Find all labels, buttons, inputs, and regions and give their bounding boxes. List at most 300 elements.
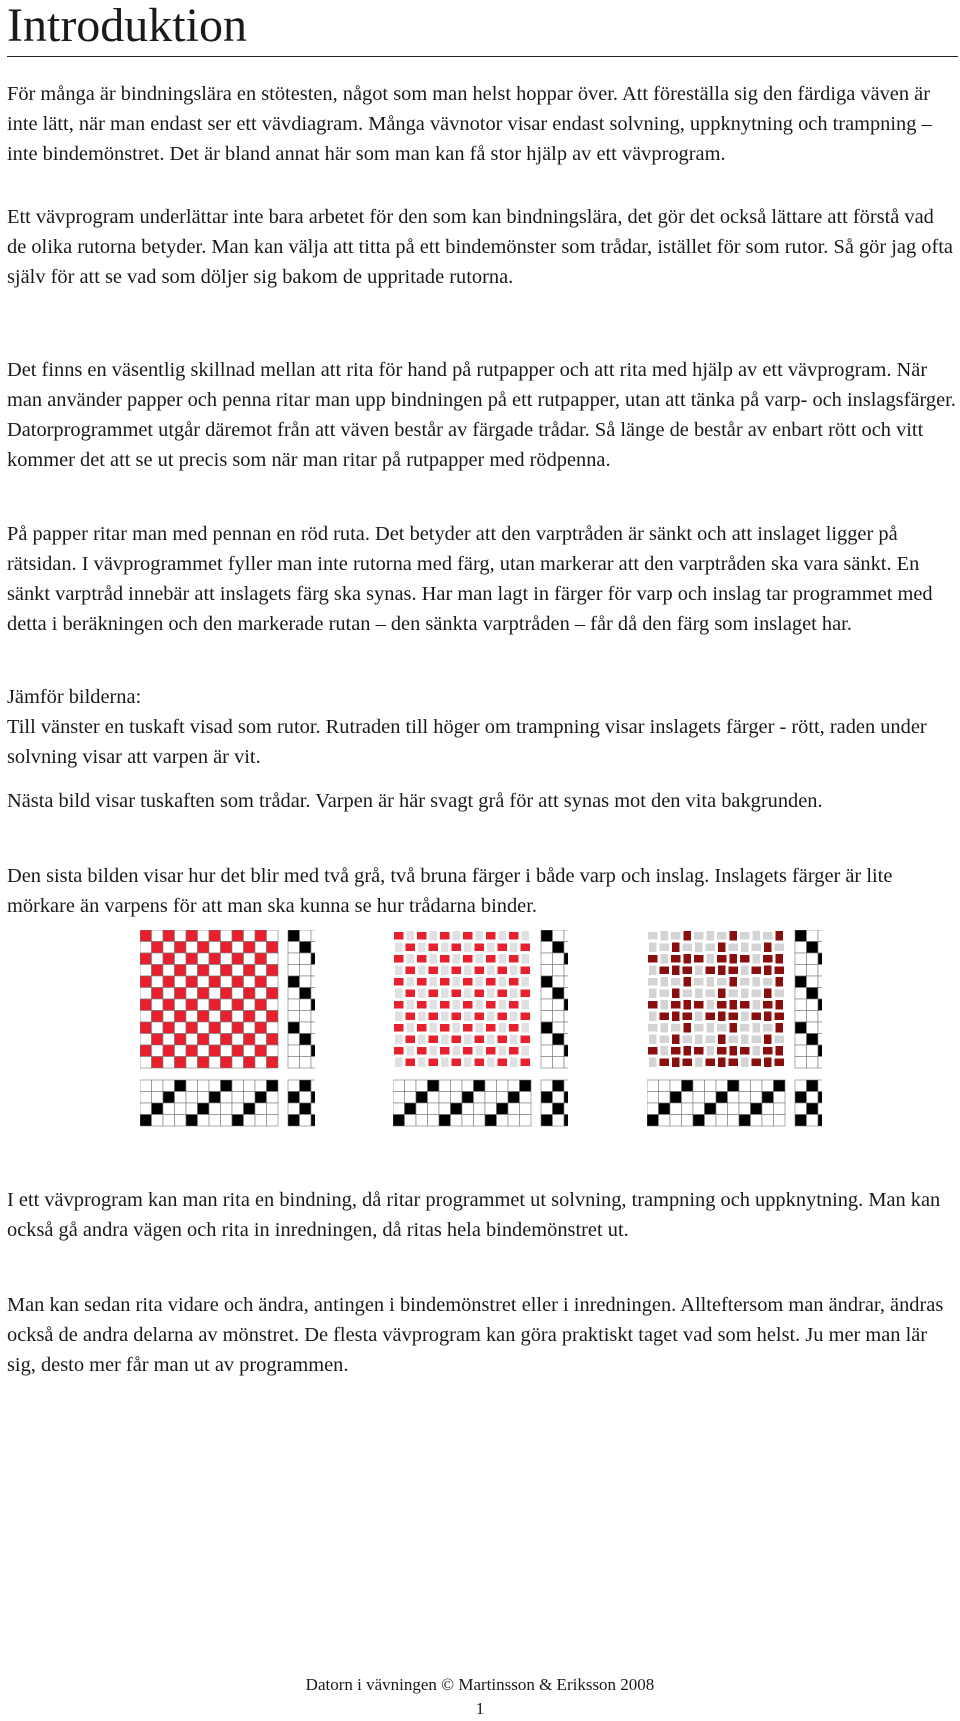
warp-float [464,966,472,976]
weft-float [775,1013,785,1021]
warp-float [753,1000,761,1010]
treadling-cell [795,1045,807,1057]
tieup-cell [795,1103,807,1115]
warp-float [764,1035,772,1045]
warp-float [476,954,484,964]
threading-cell [221,1092,233,1104]
treadling-cell [807,1034,819,1046]
warp-float [430,954,438,964]
cloth-cell [186,1022,198,1034]
treadling-cell [564,1034,568,1046]
warp-float [418,1012,426,1022]
treadling-cell [311,988,315,1000]
weft-float [740,1047,750,1055]
treadling-cell [818,988,822,1000]
cloth-cell [186,988,198,1000]
threading-cell [647,1080,659,1092]
cloth-cell [163,1011,175,1023]
warp-float [764,1058,772,1068]
treadling-cell [300,1045,312,1057]
paragraph-next-image: Nästa bild visar tuskaften som trådar. Varpen är här svagt grå för att synas mot den vita bakgrunden. [7,790,823,812]
treadling-cell [795,976,807,988]
warp-float [661,954,669,964]
weft-float [429,967,439,975]
warp-float [499,977,507,987]
cloth-cell [209,1045,221,1057]
threading-cell [405,1103,417,1115]
warp-float [741,1012,749,1022]
tieup-cell [311,1115,315,1127]
tieup-cell [288,1115,300,1127]
cloth-cell [221,965,233,977]
cloth-cell [209,1011,221,1023]
weft-float [498,967,508,975]
warp-float [510,1035,518,1045]
treadling-cell [300,976,312,988]
threading-cell [751,1115,763,1127]
warp-float [695,989,703,999]
weft-float [706,1059,716,1067]
treadling-cell [541,942,553,954]
paragraph-compare-heading: Jämför bilderna: [7,686,142,708]
weft-float [729,1036,739,1044]
weft-float [440,1024,450,1032]
threading-cell [428,1080,440,1092]
warp-float [753,1023,761,1033]
threading-cell [232,1092,244,1104]
warp-float [395,1058,403,1068]
weft-float [486,1047,496,1055]
treadling-cell [564,988,568,1000]
cloth-cell [198,1034,210,1046]
weft-float [394,978,404,986]
warp-float [407,977,415,987]
draft-figure-squares [140,930,315,1130]
warp-float [510,989,518,999]
weft-float [706,944,716,952]
threading-cell [508,1092,520,1104]
threading-cell [163,1103,175,1115]
weft-float [417,1001,427,1009]
warp-float [430,977,438,987]
warp-float [753,954,761,964]
warp-float [661,1023,669,1033]
weft-float [417,955,427,963]
weft-float [521,990,531,998]
warp-float [453,954,461,964]
threading-cell [462,1080,474,1092]
threading-cell [659,1080,671,1092]
cloth-cell [244,1022,256,1034]
treadling-cell [288,1011,300,1023]
weft-float [509,1024,519,1032]
threading-cell [175,1080,187,1092]
weft-float [452,990,462,998]
weft-float [440,978,450,986]
weft-float [463,978,473,986]
cloth-cell [198,1011,210,1023]
warp-float [718,1035,726,1045]
treadling-cell [807,930,819,942]
weft-float [752,967,762,975]
treadling-cell [300,965,312,977]
tieup-cell [300,1080,312,1092]
treadling-cell [818,1057,822,1069]
treadling-cell [300,942,312,954]
weft-float [394,1047,404,1055]
treadling-cell [564,965,568,977]
treadling-cell [795,1011,807,1023]
cloth-cell [267,1011,279,1023]
threading-cell [267,1103,279,1115]
warp-float [395,943,403,953]
weft-float [509,955,519,963]
threading-cell [186,1103,198,1115]
threading-cell [152,1115,164,1127]
draft-figure-squares-svg [140,930,315,1130]
cloth-cell [221,953,233,965]
warp-float [695,1012,703,1022]
treadling-cell [564,1022,568,1034]
warp-float [649,989,657,999]
weft-float [763,978,773,986]
cloth-cell [152,976,164,988]
weft-float [486,1001,496,1009]
treadling-cell [311,1011,315,1023]
warp-float [395,966,403,976]
cloth-cell [244,999,256,1011]
treadling-cell [795,1034,807,1046]
warp-float [684,1046,692,1056]
warp-float [510,943,518,953]
warp-float [695,943,703,953]
treadling-cell [795,1022,807,1034]
threading-cell [520,1092,532,1104]
threading-cell [762,1115,774,1127]
treadling-cell [300,1057,312,1069]
cloth-cell [163,1045,175,1057]
weft-float [521,1036,531,1044]
weft-float [406,944,416,952]
threading-cell [716,1092,728,1104]
threading-cell [451,1115,463,1127]
threading-cell [393,1092,405,1104]
warp-float [476,977,484,987]
weft-float [683,990,693,998]
cloth-cell [140,930,152,942]
weft-float [406,967,416,975]
weft-float [440,1047,450,1055]
warp-float [510,1012,518,1022]
cloth-cell [140,1057,152,1069]
warp-float [672,943,680,953]
threading-cell [497,1080,509,1092]
weft-float [509,932,519,940]
tieup-cell [807,1103,819,1115]
warp-float [684,931,692,941]
warp-float [741,966,749,976]
threading-cell [728,1092,740,1104]
warp-float [441,943,449,953]
cloth-cell [232,1022,244,1034]
cloth-cell [221,988,233,1000]
weft-float [429,944,439,952]
weft-float [417,1047,427,1055]
threading-cell [416,1080,428,1092]
treadling-cell [311,1022,315,1034]
threading-cell [232,1103,244,1115]
treadling-cell [541,1045,553,1057]
threading-cell [682,1103,694,1115]
treadling-cell [553,965,565,977]
threading-cell [670,1080,682,1092]
cloth-cell [163,965,175,977]
weft-float [452,944,462,952]
treadling-cell [300,1022,312,1034]
cloth-cell [175,999,187,1011]
threading-cell [670,1092,682,1104]
warp-float [430,1046,438,1056]
cloth-cell [221,942,233,954]
weft-float [463,932,473,940]
warp-float [776,977,784,987]
warp-float [776,931,784,941]
threading-cell [751,1103,763,1115]
weft-float [475,967,485,975]
threading-cell [485,1080,497,1092]
tieup-cell [795,1092,807,1104]
cloth-cell [186,1034,198,1046]
tieup-cell [564,1092,568,1104]
weft-float [394,932,404,940]
treadling-cell [818,953,822,965]
tieup-cell [300,1103,312,1115]
weft-float [509,1001,519,1009]
draft-figure-threads [393,930,568,1130]
warp-float [707,1023,715,1033]
warp-float [418,1058,426,1068]
threading-cell [693,1115,705,1127]
weft-float [452,1059,462,1067]
threading-cell [140,1080,152,1092]
warp-float [649,943,657,953]
cloth-cell [163,999,175,1011]
threading-cell [186,1080,198,1092]
warp-float [764,943,772,953]
warp-float [487,1012,495,1022]
weft-float [440,1001,450,1009]
page-title: Introduktion [7,0,247,52]
paragraph-draw-binding: I ett vävprogram kan man rita en bindning, då ritar programmet ut solvning, trampning och uppknytning. Man kan också gå andra vägen och rita in inredningen, då ritas hela bindemönstret ut. [7,1189,941,1241]
treadling-cell [288,1022,300,1034]
weft-float [486,1024,496,1032]
threading-cell [774,1092,786,1104]
treadling-cell [541,930,553,942]
footer-copyright: Datorn i vävningen © Martinsson & Eriksson 2008 [305,1675,655,1694]
warp-float [499,954,507,964]
weft-float [763,1001,773,1009]
cloth-cell [267,1034,279,1046]
weft-float [694,978,704,986]
draft-figure-colored-threads [647,930,822,1130]
cloth-cell [163,1057,175,1069]
paragraph-left-image: Till vänster en tuskaft visad som rutor. Rutraden till höger om trampning visar inslagets färger - rött, raden under solvning visar att varpen är vit. [7,716,927,768]
weft-float [406,1013,416,1021]
threading-cell [682,1092,694,1104]
warp-float [430,931,438,941]
treadling-cell [311,930,315,942]
weft-float [729,967,739,975]
treadling-cell [795,930,807,942]
cloth-cell [209,976,221,988]
weft-float [475,944,485,952]
cloth-cell [255,1022,267,1034]
threading-cell [152,1080,164,1092]
cloth-cell [255,999,267,1011]
cloth-cell [267,976,279,988]
threading-cell [209,1103,221,1115]
cloth-cell [209,999,221,1011]
weft-float [417,1024,427,1032]
cloth-cell [267,942,279,954]
tieup-cell [553,1103,565,1115]
weft-float [763,1024,773,1032]
threading-cell [439,1103,451,1115]
treadling-cell [300,988,312,1000]
warp-float [476,931,484,941]
weft-float [498,1036,508,1044]
tieup-cell [541,1092,553,1104]
draft-figure-colored-threads-svg [647,930,822,1130]
treadling-cell [807,1011,819,1023]
tieup-cell [564,1080,568,1092]
weft-float [660,967,670,975]
weft-float [740,1001,750,1009]
warp-float [522,977,530,987]
weft-float [394,1024,404,1032]
threading-cell [508,1115,520,1127]
weft-float [706,967,716,975]
cloth-cell [267,999,279,1011]
threading-cell [705,1103,717,1115]
threading-cell [682,1115,694,1127]
weft-float [440,955,450,963]
cloth-cell [186,965,198,977]
cloth-cell [221,1011,233,1023]
warp-float [522,1046,530,1056]
warp-float [661,931,669,941]
tieup-cell [795,1080,807,1092]
cloth-cell [186,930,198,942]
cloth-cell [140,953,152,965]
weft-float [775,944,785,952]
warp-float [776,954,784,964]
threading-cell [451,1092,463,1104]
warp-float [476,1023,484,1033]
weft-float [683,967,693,975]
weft-float [671,1047,681,1055]
cloth-cell [175,988,187,1000]
warp-float [730,954,738,964]
cloth-cell [163,976,175,988]
weft-float [509,978,519,986]
warp-float [418,989,426,999]
threading-cell [716,1103,728,1115]
weft-float [521,1013,531,1021]
cloth-cell [175,1034,187,1046]
threading-cell [428,1103,440,1115]
weft-float [729,944,739,952]
treadling-cell [541,1057,553,1069]
treadling-cell [564,942,568,954]
warp-float [741,1035,749,1045]
warp-float [441,1012,449,1022]
threading-cell [647,1115,659,1127]
cloth-cell [244,942,256,954]
weft-float [648,1001,658,1009]
paragraph-difference: Det finns en väsentlig skillnad mellan att rita för hand på rutpapper och att rita med hjälp av ett vävprogram. När man använder papper och penna ritar man upp bindningen på ett rutpapper, utan att tänka på varp- och inslagsfärger. Datorprogrammet utgår däremot från att väven består av färgade trådar. Så länge de består av enbart rött och vitt kommer det att se ut precis som när man ritar på rutpapper med rödpenna. [7,359,956,471]
cloth-cell [186,953,198,965]
weft-float [475,1013,485,1021]
cloth-cell [255,988,267,1000]
warp-float [464,1058,472,1068]
weft-float [775,1059,785,1067]
cloth-cell [267,930,279,942]
threading-cell [221,1080,233,1092]
treadling-cell [564,999,568,1011]
threading-cell [693,1092,705,1104]
weft-float [752,1059,762,1067]
warp-float [395,1035,403,1045]
threading-cell [728,1080,740,1092]
threading-cell [462,1092,474,1104]
warp-float [661,977,669,987]
threading-cell [705,1092,717,1104]
weft-float [671,932,681,940]
threading-cell [751,1092,763,1104]
warp-float [695,1035,703,1045]
threading-cell [186,1115,198,1127]
warp-float [741,989,749,999]
cloth-cell [198,976,210,988]
treadling-cell [818,942,822,954]
weft-float [452,1013,462,1021]
cloth-cell [198,999,210,1011]
tieup-cell [541,1080,553,1092]
warp-float [522,1000,530,1010]
threading-cell [647,1103,659,1115]
cloth-cell [163,1034,175,1046]
cloth-cell [163,930,175,942]
warp-float [649,1035,657,1045]
treadling-cell [541,1022,553,1034]
threading-cell [175,1092,187,1104]
weft-float [429,1036,439,1044]
treadling-cell [818,1045,822,1057]
treadling-cell [288,965,300,977]
warp-float [753,931,761,941]
cloth-cell [232,1011,244,1023]
treadling-cell [553,988,565,1000]
weft-float [660,990,670,998]
warp-float [487,966,495,976]
weft-float [775,1036,785,1044]
threading-cell [255,1103,267,1115]
cloth-cell [244,1045,256,1057]
weft-float [498,1059,508,1067]
threading-cell [462,1103,474,1115]
cloth-cell [186,1057,198,1069]
